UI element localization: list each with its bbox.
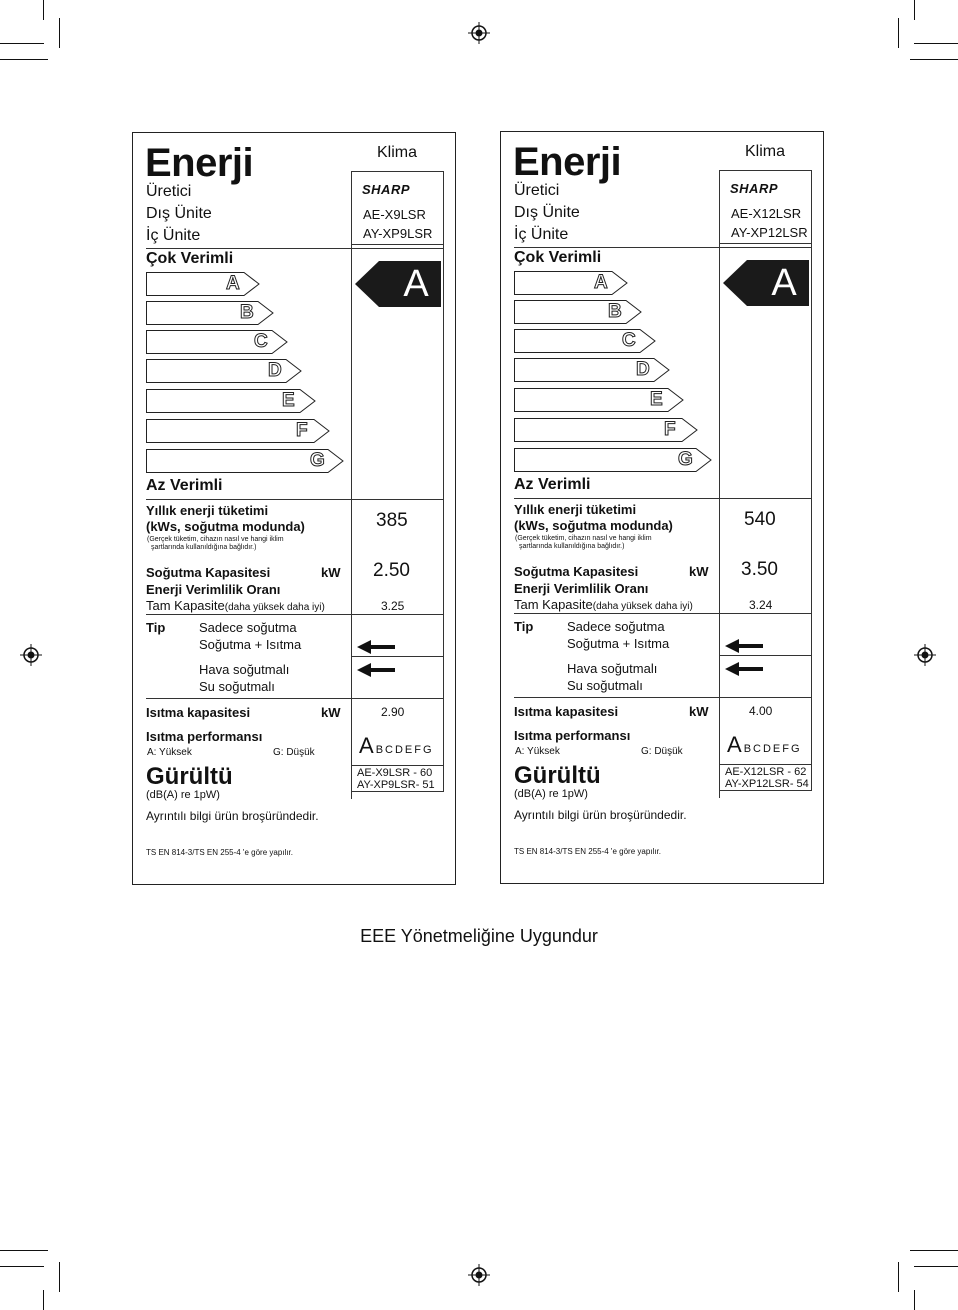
class-bar-g [514, 448, 712, 472]
class-letter: D [268, 360, 282, 381]
indoor-model: AY-XP12LSR [731, 225, 808, 240]
heating-scale-class: A [727, 732, 742, 757]
type-cooling-only: Sadece soğutma [567, 619, 665, 634]
outdoor-unit-label: Dış Ünite [146, 205, 212, 222]
info-text: Ayrıntılı bilgi ürün broşüründedir. [514, 808, 687, 822]
selected-arrow-icon [357, 663, 395, 677]
class-letter: B [240, 302, 254, 323]
type-cooling-only: Sadece soğutma [199, 620, 297, 635]
annual-consumption-label: Yıllık enerji tüketimi [146, 503, 269, 518]
cooling-capacity-label: Soğutma Kapasitesi [146, 565, 271, 580]
indoor-unit-label: İç Ünite [514, 226, 569, 243]
outdoor-unit-label: Dış Ünite [514, 204, 580, 221]
type-air-cooled: Hava soğutmalı [199, 662, 290, 677]
class-bar-a [146, 272, 260, 296]
heating-scale [727, 732, 802, 758]
annual-consumption-note: şartlarında kullanıldığına bağlıdır.) [151, 544, 257, 551]
full-capacity-text: Tam Kapasite [146, 598, 225, 613]
crop-mark [914, 0, 915, 20]
divider [351, 245, 352, 799]
product-type: Klima [745, 143, 786, 160]
annual-consumption-label: Yıllık enerji tüketimi [514, 502, 637, 517]
class-bar-g [146, 449, 344, 473]
crop-mark [59, 18, 60, 48]
type-label: Tip [146, 620, 166, 635]
class-letter: E [650, 389, 663, 410]
crop-mark [43, 0, 44, 20]
heating-capacity-label: Isıtma kapasitesi [146, 705, 251, 720]
class-bar-c [146, 330, 288, 354]
noise-value-outdoor: AE-X9LSR - 60 [357, 767, 433, 779]
heating-scale-class: A [359, 733, 374, 758]
registration-mark-icon [20, 644, 42, 666]
heating-capacity-value: 2.90 [381, 705, 405, 719]
divider [514, 697, 812, 698]
divider [146, 499, 444, 500]
annual-consumption-value: 540 [744, 509, 776, 530]
indoor-model: AY-XP9LSR [363, 226, 433, 241]
divider [811, 244, 812, 790]
divider [146, 248, 444, 249]
heating-capacity-unit: kW [321, 705, 341, 720]
heating-scale [359, 733, 434, 759]
divider [514, 498, 812, 499]
energy-rating: A [403, 263, 429, 305]
class-letter: D [636, 359, 650, 380]
class-bar-f [514, 418, 698, 442]
annual-consumption-note: şartlarında kullanıldığına bağlıdır.) [519, 543, 625, 550]
class-bar-e [514, 388, 684, 412]
heating-capacity-value: 4.00 [749, 704, 773, 718]
class-bar-a [514, 271, 628, 295]
standard-text: TS EN 814-3/TS EN 255-4 'e göre yapılır. [146, 848, 293, 857]
eer-value: 3.25 [381, 599, 405, 613]
info-text: Ayrıntılı bilgi ürün broşüründedir. [146, 809, 319, 823]
compliance-footer: EEE Yönetmeliğine Uygundur [360, 926, 598, 946]
registration-mark-icon [914, 644, 936, 666]
class-letter: A [594, 272, 608, 293]
divider [146, 698, 444, 699]
annual-consumption-sublabel: (kWs, soğutma modunda) [146, 519, 305, 534]
arrow-bar-icon [146, 272, 260, 296]
class-bar-d [146, 359, 302, 383]
manufacturer-label: Üretici [146, 183, 192, 200]
crop-mark [914, 43, 958, 44]
crop-mark [0, 1250, 48, 1251]
crop-mark [59, 1262, 60, 1292]
inefficient-label: Az Verimli [146, 477, 223, 494]
full-capacity-text: Tam Kapasite [514, 597, 593, 612]
arrow-bar-icon [514, 271, 628, 295]
cooling-capacity-unit: kW [689, 564, 709, 579]
energy-label-2 [500, 131, 824, 884]
brand-logo: SHARP [730, 181, 779, 196]
efficient-label: Çok Verimli [146, 250, 234, 267]
energy-label-1 [132, 132, 456, 885]
class-letter: G [678, 449, 693, 470]
type-water-cooled: Su soğutmalı [567, 678, 643, 693]
class-letter: A [226, 273, 240, 294]
divider [443, 245, 444, 791]
crop-mark [0, 1266, 44, 1267]
eer-value: 3.24 [749, 598, 773, 612]
selected-arrow-icon [725, 639, 763, 653]
crop-mark [910, 59, 958, 60]
energy-rating: A [771, 262, 797, 304]
outdoor-model: AE-X9LSR [363, 207, 426, 222]
noise-label: Gürültü [514, 762, 601, 789]
eer-label: Enerji Verimlilik Oranı [514, 581, 649, 596]
cooling-capacity-value: 2.50 [373, 560, 410, 581]
noise-unit: (dB(A) re 1pW) [514, 788, 588, 800]
class-letter: B [608, 301, 622, 322]
heating-high-legend: A: Yüksek [515, 746, 560, 757]
heating-capacity-label: Isıtma kapasitesi [514, 704, 619, 719]
brand-box [719, 170, 812, 244]
type-water-cooled: Su soğutmalı [199, 679, 275, 694]
cooling-capacity-value: 3.50 [741, 559, 778, 580]
crop-mark [914, 1266, 958, 1267]
heating-scale-others: BCDEFG [743, 743, 802, 755]
class-bar-e [146, 389, 316, 413]
heating-low-legend: G: Düşük [641, 746, 683, 757]
label-title: Enerji [513, 140, 622, 184]
heating-low-legend: G: Düşük [273, 747, 315, 758]
registration-mark-icon [468, 22, 490, 44]
divider [719, 655, 812, 656]
noise-value-outdoor: AE-X12LSR - 62 [725, 766, 807, 778]
heating-performance-label: Isıtma performansı [514, 728, 631, 743]
registration-mark-icon [468, 1264, 490, 1286]
class-bar-d [514, 358, 670, 382]
class-bar-c [514, 329, 656, 353]
crop-mark [898, 18, 899, 48]
heating-capacity-unit: kW [689, 704, 709, 719]
indoor-unit-label: İç Ünite [146, 227, 201, 244]
manufacturer-label: Üretici [514, 182, 560, 199]
divider [514, 247, 812, 248]
crop-mark [43, 1290, 44, 1310]
type-label: Tip [514, 619, 534, 634]
noise-unit: (dB(A) re 1pW) [146, 789, 220, 801]
cooling-capacity-unit: kW [321, 565, 341, 580]
label-title: Enerji [145, 141, 254, 185]
divider [514, 613, 812, 614]
heating-scale-others: BCDEFG [375, 744, 434, 756]
efficient-label: Çok Verimli [514, 249, 602, 266]
noise-label: Gürültü [146, 763, 233, 790]
full-capacity-label [146, 598, 325, 613]
type-cooling-heating: Soğutma + Isıtma [199, 637, 302, 652]
annual-consumption-value: 385 [376, 510, 408, 531]
crop-mark [914, 1290, 915, 1310]
heating-performance-label: Isıtma performansı [146, 729, 263, 744]
class-bar-b [514, 300, 642, 324]
crop-mark [898, 1262, 899, 1292]
selected-arrow-icon [725, 662, 763, 676]
type-cooling-heating: Soğutma + Isıtma [567, 636, 670, 651]
noise-value-indoor: AY-XP12LSR- 54 [725, 778, 809, 790]
brand-box [351, 171, 444, 245]
annual-consumption-note: (Gerçek tüketim, cihazın nasıl ve hangi iklim [147, 536, 284, 543]
class-letter: C [254, 331, 268, 352]
noise-values-box [351, 765, 444, 792]
selected-arrow-icon [357, 640, 395, 654]
class-letter: F [296, 420, 308, 441]
class-bar-f [146, 419, 330, 443]
heating-high-legend: A: Yüksek [147, 747, 192, 758]
divider [146, 614, 444, 615]
type-air-cooled: Hava soğutmalı [567, 661, 658, 676]
divider [719, 244, 720, 798]
class-bar-b [146, 301, 274, 325]
crop-mark [0, 59, 48, 60]
inefficient-label: Az Verimli [514, 476, 591, 493]
full-capacity-note: (daha yüksek daha iyi) [592, 601, 693, 612]
full-capacity-label [514, 597, 693, 612]
outdoor-model: AE-X12LSR [731, 206, 802, 221]
arrow-bar-icon [146, 301, 274, 325]
brand-logo: SHARP [362, 182, 411, 197]
annual-consumption-note: (Gerçek tüketim, cihazın nasıl ve hangi iklim [515, 535, 652, 542]
class-letter: E [282, 390, 295, 411]
divider [351, 656, 444, 657]
cooling-capacity-label: Soğutma Kapasitesi [514, 564, 639, 579]
class-letter: C [622, 330, 636, 351]
annual-consumption-sublabel: (kWs, soğutma modunda) [514, 518, 673, 533]
crop-mark [910, 1250, 958, 1251]
standard-text: TS EN 814-3/TS EN 255-4 'e göre yapılır. [514, 847, 661, 856]
full-capacity-note: (daha yüksek daha iyi) [224, 602, 325, 613]
arrow-bar-icon [514, 300, 642, 324]
crop-mark [0, 43, 44, 44]
noise-values-box [719, 764, 812, 791]
eer-label: Enerji Verimlilik Oranı [146, 582, 281, 597]
class-letter: F [664, 419, 676, 440]
noise-value-indoor: AY-XP9LSR- 51 [357, 779, 435, 791]
class-letter: G [310, 450, 325, 471]
product-type: Klima [377, 144, 418, 161]
